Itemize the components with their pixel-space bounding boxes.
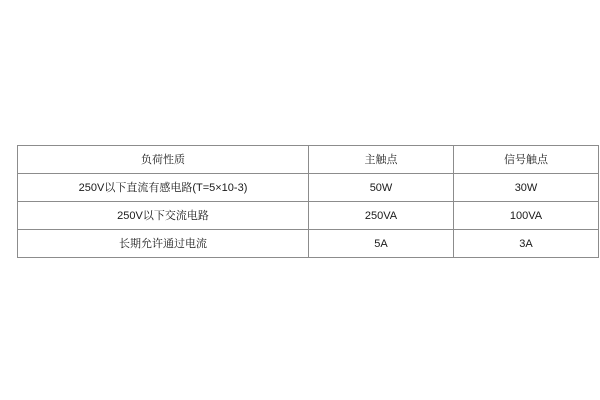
table-header-cell-main-contact: 主触点 — [309, 146, 454, 174]
table-row — [18, 230, 599, 258]
table-cell-main-contact: 50W — [309, 174, 454, 202]
table-cell-signal-contact: 3A — [454, 230, 599, 258]
table-cell-main-contact: 250VA — [309, 202, 454, 230]
table-body — [18, 174, 599, 258]
table-header-row — [18, 146, 599, 174]
table-cell-main-contact: 5A — [309, 230, 454, 258]
table-row — [18, 202, 599, 230]
table-header-cell-load-type: 负荷性质 — [18, 146, 309, 174]
specification-table — [17, 145, 599, 258]
table-cell-load-type: 长期允许通过电流 — [18, 230, 309, 258]
table-header — [18, 146, 599, 174]
table-header-cell-signal-contact: 信号触点 — [454, 146, 599, 174]
table-cell-signal-contact: 30W — [454, 174, 599, 202]
spec-table-container — [17, 145, 583, 258]
table-row — [18, 174, 599, 202]
table-cell-signal-contact: 100VA — [454, 202, 599, 230]
table-cell-load-type: 250V以下交流电路 — [18, 202, 309, 230]
table-cell-load-type: 250V以下直流有感电路(T=5×10-3) — [18, 174, 309, 202]
